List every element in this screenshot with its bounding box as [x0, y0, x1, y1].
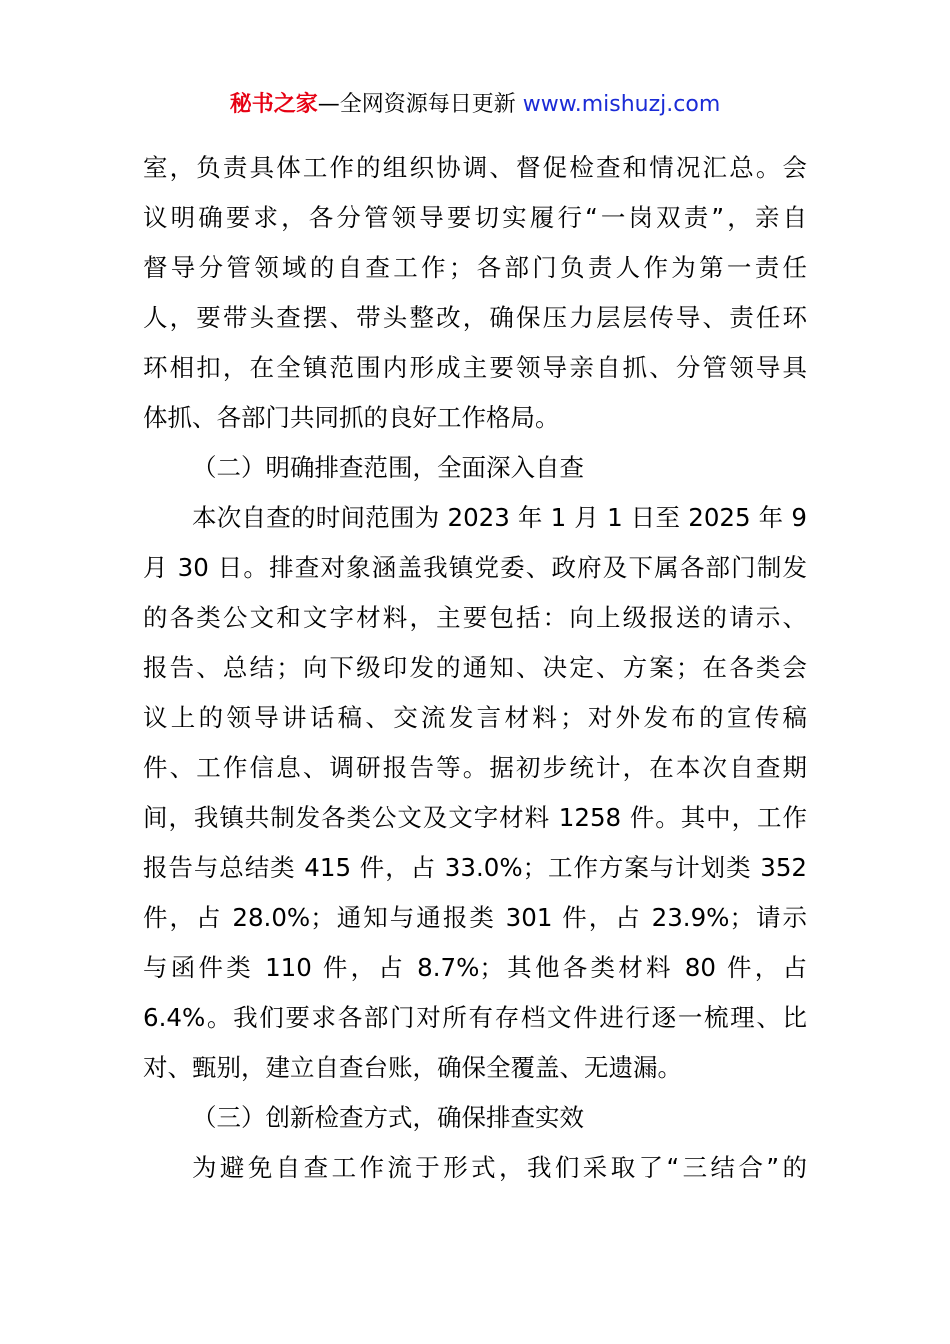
text-line: 的各类公文和文字材料，主要包括：向上级报送的请示、: [143, 603, 807, 632]
text-line: 督导分管领域的自查工作；各部门负责人作为第一责任: [143, 253, 807, 282]
text-line: 报告、总结；向下级印发的通知、决定、方案；在各类会: [143, 653, 807, 682]
section-heading: （二）明确排查范围，全面深入自查: [192, 453, 584, 482]
text-line: 为避免自查工作流于形式，我们采取了“三结合”的: [192, 1153, 807, 1182]
section-heading: （三）创新检查方式，确保排查实效: [192, 1103, 584, 1132]
text-line: 件、工作信息、调研报告等。据初步统计，在本次自查期: [143, 753, 807, 782]
text-line: 人，要带头查摆、带头整改，确保压力层层传导、责任环: [143, 303, 807, 332]
text-line: 与函件类 110 件，占 8.7%；其他各类材料 80 件，占: [143, 953, 807, 982]
text-line: 本次自查的时间范围为 2023 年 1 月 1 日至 2025 年 9: [192, 503, 807, 532]
text-line: 议上的领导讲话稿、交流发言材料；对外发布的宣传稿: [143, 703, 807, 732]
text-line: 环相扣，在全镇范围内形成主要领导亲自抓、分管领导具: [143, 353, 807, 382]
site-slogan: —全网资源每日更新: [317, 92, 516, 117]
text-line: 议明确要求，各分管领导要切实履行“一岗双责”，亲自: [143, 203, 807, 232]
document-body: [143, 143, 807, 1193]
text-line: 间，我镇共制发各类公文及文字材料 1258 件。其中，工作: [143, 803, 807, 832]
text-line: 月 30 日。排查对象涵盖我镇党委、政府及下属各部门制发: [143, 553, 807, 582]
text-line: 体抓、各部门共同抓的良好工作格局。: [143, 403, 560, 432]
text-line: 件，占 28.0%；通知与通报类 301 件，占 23.9%；请示: [143, 903, 807, 932]
site-url-link[interactable]: www.mishuzj.com: [515, 92, 721, 117]
text-line: 室，负责具体工作的组织协调、督促检查和情况汇总。会: [143, 153, 807, 182]
site-brand: 秘书之家: [229, 92, 318, 117]
site-header: [0, 88, 950, 122]
text-line: 报告与总结类 415 件，占 33.0%；工作方案与计划类 352: [143, 853, 807, 882]
text-line: 对、甄别，建立自查台账，确保全覆盖、无遗漏。: [143, 1053, 682, 1082]
text-line: 6.4%。我们要求各部门对所有存档文件进行逐一梳理、比: [143, 1003, 807, 1032]
